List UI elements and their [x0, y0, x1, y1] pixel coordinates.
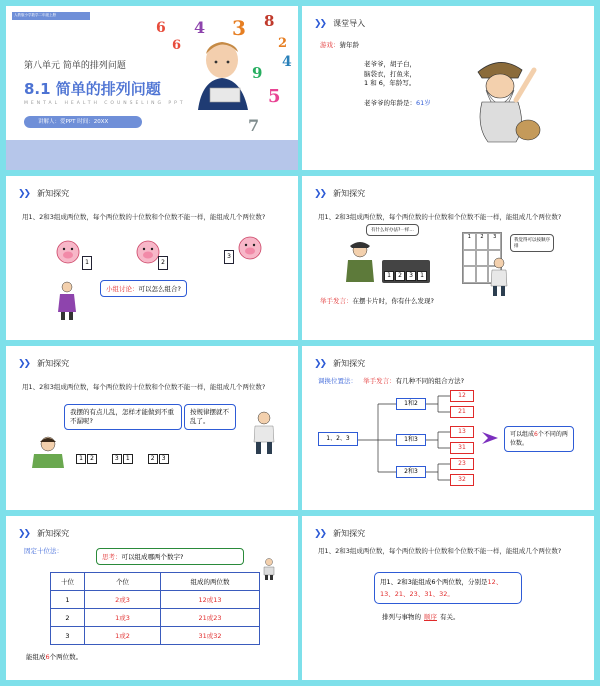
table-row: [51, 609, 260, 627]
number-card[interactable]: 1: [82, 256, 92, 270]
bottom-band: [6, 140, 298, 170]
left-speech-bubble: 有什么好办法?一样…: [366, 224, 419, 236]
english-subtitle: MENTAL HEALTH COUNSELING PPT: [24, 101, 186, 106]
grid-cell: 2: [476, 233, 489, 250]
unit-title: 第八单元 简单的排列问题: [24, 61, 126, 71]
conclusion-text: 可以组成: [510, 431, 535, 438]
slide-header: 新知探究: [333, 529, 366, 538]
poem-line: 脑袋衣，打鱼来，: [364, 69, 416, 78]
chevron-icon: ❯❯: [18, 528, 30, 539]
bubble-text: 可以怎么组合?: [138, 285, 181, 293]
floating-number: 3: [232, 16, 246, 40]
floating-number: 9: [252, 64, 263, 82]
branch-node: 1和2: [396, 398, 426, 410]
result-node: 21: [450, 406, 474, 418]
table-cell: 2或3: [85, 591, 161, 609]
table-cell: 12或13: [161, 591, 260, 609]
floating-number: 5: [268, 86, 281, 107]
question-text: 用1、2和3组成两位数，每个两位数的十位数和个位数不能一样，能组成几个两位数?: [318, 547, 562, 555]
branch-node: 1和3: [396, 434, 426, 446]
old-man-illustration: [460, 50, 544, 146]
card-pairs: [76, 454, 170, 464]
answer-line: 用1、2和3能组成6个两位数，分别是: [380, 578, 488, 586]
poem-line: 老爷爷，胡子白，: [364, 60, 416, 68]
floating-number: 8: [264, 12, 275, 30]
floating-number: 2: [278, 36, 288, 51]
footer-label: 举手发言：: [320, 297, 353, 305]
branch-node: 2和3: [396, 466, 426, 478]
answer-first: 12、: [487, 578, 503, 586]
question-text: 用1、2和3组成两位数，每个两位数的十位数和个位数不能一样，能组成几个两位数?: [22, 213, 266, 221]
conclusion-text: 个不同的两位数。: [510, 431, 568, 447]
table-row: [51, 627, 260, 645]
number-card[interactable]: 2: [148, 454, 158, 464]
floating-number: 4: [282, 54, 292, 70]
chevron-icon: ❯❯: [314, 188, 326, 199]
table-cell: 2: [51, 609, 85, 627]
related-text: 排列与事物的: [382, 613, 421, 621]
slide-header: 课堂导入: [333, 19, 366, 28]
teacher-icon: [56, 280, 78, 320]
right-speech-bubble: 我觉得可以按顺序排: [510, 234, 554, 252]
table-header: 个位: [85, 573, 161, 591]
child-icon: [262, 558, 276, 580]
presenter-pill: 讲解人：爱PPT 时间：20XX: [24, 116, 142, 128]
prompt-label: 举手发言：: [363, 377, 396, 385]
number-card[interactable]: 2: [158, 256, 168, 270]
result-node: 12: [450, 390, 474, 402]
number-card[interactable]: 2: [395, 271, 405, 281]
footer-text: 能组成: [26, 653, 46, 661]
game-label: 游戏：: [320, 41, 340, 49]
conclusion-number: 6: [534, 431, 538, 438]
slide-explore-1[interactable]: [6, 176, 298, 340]
chevron-icon: ❯❯: [314, 528, 326, 539]
number-card[interactable]: 3: [224, 250, 234, 264]
table-cell: 3: [51, 627, 85, 645]
table-cell: 31或32: [161, 627, 260, 645]
answer-prefix: 老爷爷的年龄是：: [364, 99, 416, 107]
result-node: 13: [450, 426, 474, 438]
number-card[interactable]: 3: [159, 454, 169, 464]
table-cell: 1或3: [85, 609, 161, 627]
slide-explore-3[interactable]: [6, 346, 298, 510]
answer-value: 61岁: [416, 99, 431, 107]
slide-title[interactable]: [6, 6, 298, 170]
pig-icon: [236, 234, 264, 262]
floating-number: 6: [156, 20, 166, 36]
game-value: 猜年龄: [339, 41, 359, 49]
slide-header: 新知探究: [333, 189, 366, 198]
slide-swap-method[interactable]: [302, 346, 594, 510]
slide-header: 新知探究: [37, 529, 70, 538]
top-label: 人教版小学数学二年级上册: [12, 12, 90, 20]
fixed-tens-table: [50, 572, 260, 645]
table-row: [51, 591, 260, 609]
slide-summary[interactable]: [302, 516, 594, 680]
number-card[interactable]: 3: [406, 271, 416, 281]
related-key: 顺序: [424, 613, 437, 621]
number-card[interactable]: 1: [417, 271, 427, 281]
number-card[interactable]: 1: [384, 271, 394, 281]
discussion-bubble: [100, 280, 187, 297]
think-bubble: [96, 548, 244, 565]
slide-header: 新知探究: [37, 189, 70, 198]
question-text: 用1、2和3组成两位数，每个两位数的十位数和个位数不能一样，能组成几个两位数?: [318, 213, 562, 221]
floating-number: 7: [248, 116, 260, 135]
root-node: 1、2、3: [318, 432, 358, 446]
number-card[interactable]: 1: [123, 454, 133, 464]
number-card[interactable]: 3: [112, 454, 122, 464]
footer-number: 6: [45, 653, 50, 661]
slide-fixed-tens[interactable]: [6, 516, 298, 680]
floating-number: 4: [194, 18, 206, 37]
answer-box: [374, 572, 522, 604]
rule-bubble: 按规律摆就不乱了。: [184, 404, 236, 430]
think-text: 可以组成哪两个数字?: [121, 553, 184, 561]
table-cell: 21或23: [161, 609, 260, 627]
method-label: 固定十位法：: [24, 547, 63, 555]
method-label: 调换位置法：: [318, 377, 357, 385]
floating-number: 6: [172, 38, 182, 53]
table-header: 十位: [51, 573, 85, 591]
poem-line: 1 和 6，年龄写。: [364, 79, 416, 87]
table-cell: 1或2: [85, 627, 161, 645]
conclusion-box: [504, 426, 574, 452]
page-title: 8.1 简单的排列问题: [24, 80, 161, 98]
boy-reading-illustration: [192, 36, 254, 110]
girl-icon: [28, 434, 68, 468]
result-node: 32: [450, 474, 474, 486]
slide-intro[interactable]: [302, 6, 594, 170]
answer-list: 13、21、23、31、32。: [380, 590, 454, 598]
number-card[interactable]: 1: [76, 454, 86, 464]
think-label: 思考：: [102, 553, 122, 561]
grid-cell: 3: [488, 233, 501, 250]
number-card[interactable]: 2: [87, 454, 97, 464]
slide-explore-2[interactable]: [302, 176, 594, 340]
table-header: 组成的两位数: [161, 573, 260, 591]
slide-header: 新知探究: [333, 359, 366, 368]
bubble-label: 小组讨论：: [106, 285, 139, 293]
grid-cell: 1: [463, 233, 476, 250]
chevron-icon: ❯❯: [18, 358, 30, 369]
question-text: 用1、2和3组成两位数，每个两位数的十位数和个位数不能一样，能组成几个两位数?: [22, 383, 266, 391]
prompt-text: 有几种不同的组合方法?: [395, 377, 465, 385]
student-icon: [342, 240, 378, 282]
table-cell: 1: [51, 591, 85, 609]
boy-icon: [250, 410, 278, 454]
chevron-icon: ❯❯: [314, 18, 326, 29]
result-node: 23: [450, 458, 474, 470]
confused-bubble: 我摆的有点儿乱，怎样才能做到不重不漏呢?: [64, 404, 182, 430]
chevron-icon: ❯❯: [18, 188, 30, 199]
slide-header: 新知探究: [37, 359, 70, 368]
footer-text: 个两位数。: [49, 653, 83, 661]
related-text: 有关。: [440, 613, 460, 621]
pig-icon: [54, 238, 82, 266]
boy-icon: [488, 256, 510, 296]
footer-text: 在摆卡片时，你有什么发现?: [352, 297, 434, 305]
result-node: 31: [450, 442, 474, 454]
chevron-icon: ❯❯: [314, 358, 326, 369]
